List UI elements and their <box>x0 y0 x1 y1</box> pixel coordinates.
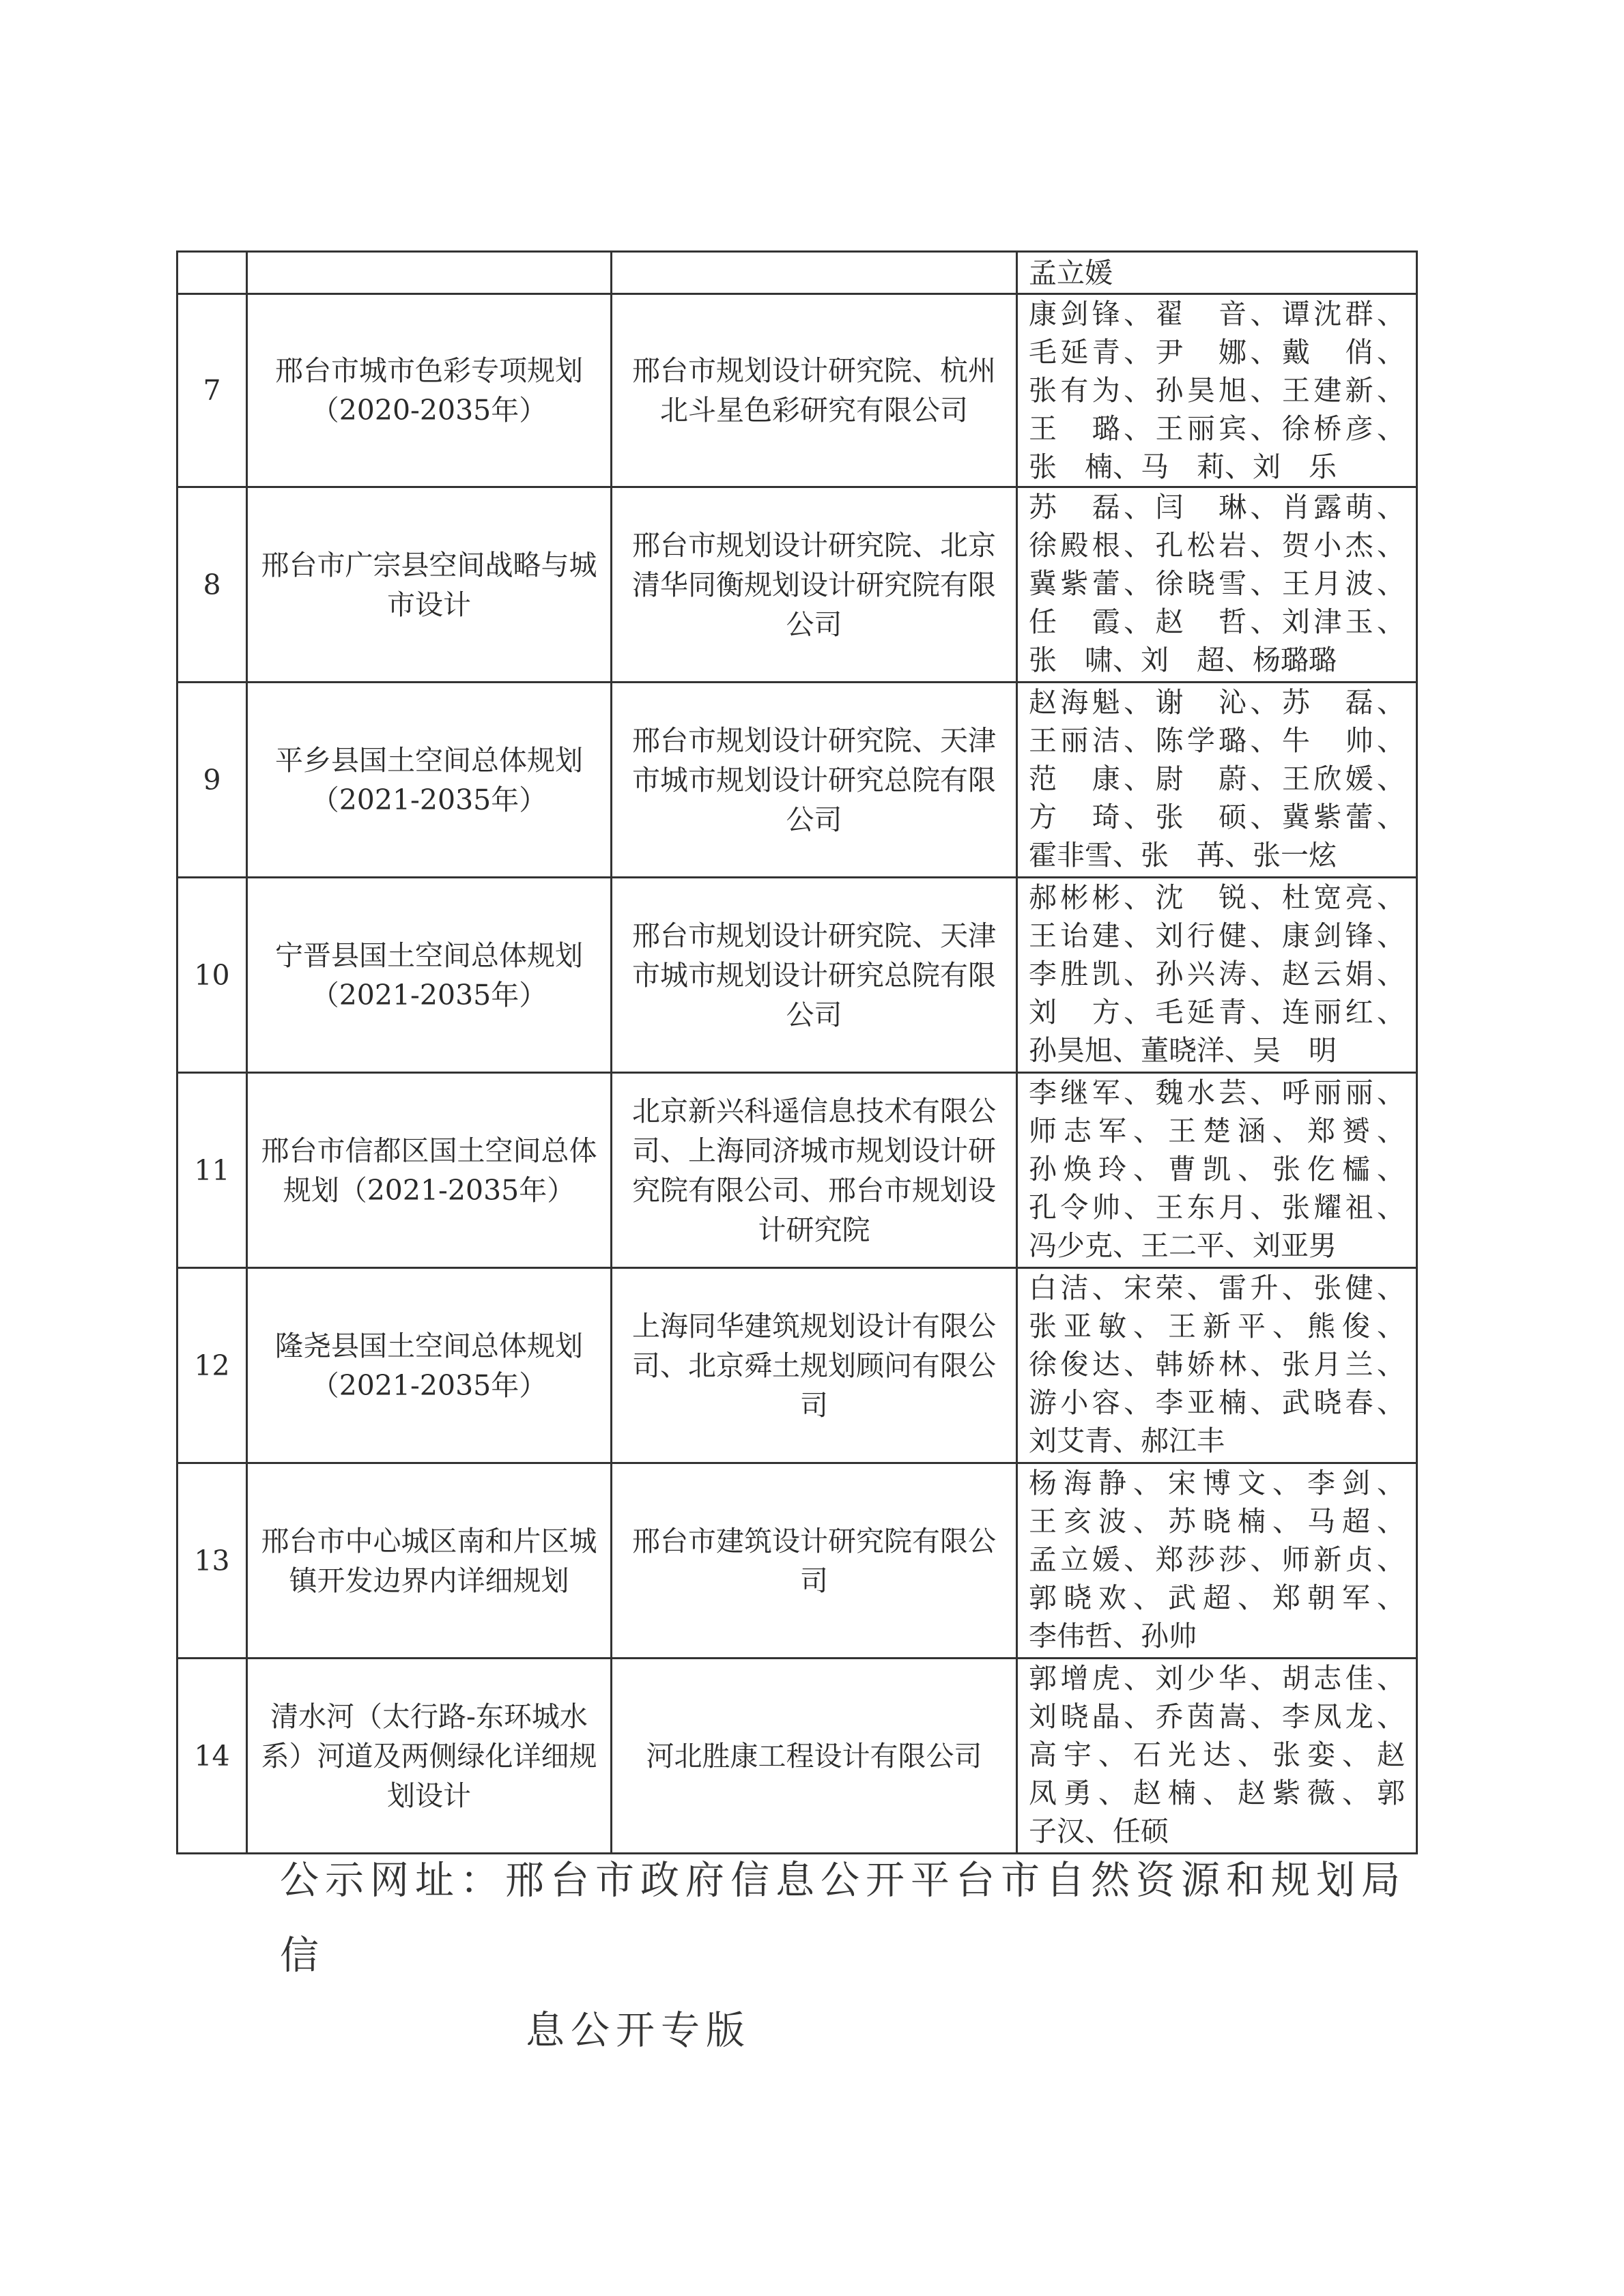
table-row <box>177 1659 1417 1854</box>
people-cell <box>1017 878 1417 1073</box>
people-line: 方 琦、张 硕、冀紫蕾、 <box>1029 801 1405 833</box>
project-cell: 邢台市城市色彩专项规划（2020-2035年） <box>247 294 612 487</box>
row-number-cell: 14 <box>177 1659 247 1854</box>
people-line: 苏 磊、闫 琳、肖露萌、 <box>1029 491 1405 523</box>
people-line: 范 康、尉 蔚、王欣媛、 <box>1029 762 1405 795</box>
people-line: 徐俊达、韩娇林、张月兰、 <box>1029 1348 1405 1381</box>
people-cell <box>1017 1463 1417 1659</box>
people-line: 师志军、王楚涵、郑赟、 <box>1029 1115 1405 1147</box>
people-line: 王 璐、王丽宾、徐桥彦、 <box>1029 412 1405 445</box>
project-cell: 邢台市中心城区南和片区城镇开发边界内详细规划 <box>247 1463 612 1659</box>
people-line: 张亚敏、王新平、熊俊、 <box>1029 1310 1405 1343</box>
people-line: 子汉、任硕 <box>1029 1815 1169 1848</box>
people-line: 冯少克、王二平、刘亚男 <box>1029 1229 1337 1262</box>
table-row <box>177 1073 1417 1268</box>
people-line: 李伟哲、孙帅 <box>1029 1620 1197 1652</box>
project-cell: 隆尧县国土空间总体规划（2021-2035年） <box>247 1268 612 1463</box>
people-line: 李继军、魏水芸、呼丽丽、 <box>1029 1076 1405 1109</box>
people-line: 郝彬彬、沈 锐、杜宽亮、 <box>1029 881 1405 914</box>
row-number-cell: 9 <box>177 683 247 878</box>
table-row <box>177 1268 1417 1463</box>
project-cell <box>247 252 612 294</box>
row-number-cell: 8 <box>177 487 247 683</box>
table-row <box>177 1463 1417 1659</box>
people-line: 杨海静、宋博文、李剑、 <box>1029 1467 1405 1499</box>
people-line: 白洁、宋荣、雷升、张健、 <box>1029 1272 1405 1304</box>
people-cell <box>1017 1268 1417 1463</box>
people-line: 郭晓欢、武超、郑朝军、 <box>1029 1581 1405 1614</box>
award-table <box>176 250 1418 1854</box>
people-line: 刘晓晶、乔茵嵩、李凤龙、 <box>1029 1700 1405 1733</box>
people-line: 霍非雪、张 苒、张一炫 <box>1029 839 1337 872</box>
row-number-cell <box>177 252 247 294</box>
people-cell <box>1017 1659 1417 1854</box>
project-cell: 宁晋县国土空间总体规划（2021-2035年） <box>247 878 612 1073</box>
people-line: 高宇、石光达、张娈、赵 <box>1029 1738 1405 1771</box>
footer-line-2: 息公开专版 <box>526 2008 751 2053</box>
organization-cell: 上海同华建筑规划设计有限公司、北京舜土规划顾问有限公司 <box>612 1268 1017 1463</box>
organization-cell: 邢台市规划设计研究院、天津市城市规划设计研究总院有限公司 <box>612 878 1017 1073</box>
project-cell: 邢台市信都区国土空间总体规划（2021-2035年） <box>247 1073 612 1268</box>
people-line: 孙昊旭、董晓洋、吴 明 <box>1029 1034 1337 1067</box>
row-number-cell: 12 <box>177 1268 247 1463</box>
people-line: 李胜凯、孙兴涛、赵云娟、 <box>1029 958 1405 990</box>
table-row <box>177 683 1417 878</box>
project-cell: 平乡县国土空间总体规划（2021-2035年） <box>247 683 612 878</box>
table-row <box>177 487 1417 683</box>
people-line: 张 楠、马 莉、刘 乐 <box>1029 450 1337 483</box>
people-line: 王诒建、刘行健、康剑锋、 <box>1029 919 1405 952</box>
table-row-carry-over <box>177 252 1417 294</box>
row-number-cell: 10 <box>177 878 247 1073</box>
people-cell <box>1017 294 1417 487</box>
people-line: 郭增虎、刘少华、胡志佳、 <box>1029 1662 1405 1695</box>
footer-line-1: 公示网址：邢台市政府信息公开平台市自然资源和规划局信 <box>280 1858 1406 1978</box>
people-line: 游小容、李亚楠、武晓春、 <box>1029 1386 1405 1419</box>
organization-cell: 邢台市建筑设计研究院有限公司 <box>612 1463 1017 1659</box>
people-line: 冀紫蕾、徐晓雪、王月波、 <box>1029 567 1405 600</box>
people-line: 毛延青、尹 娜、戴 俏、 <box>1029 336 1405 369</box>
people-line: 孙焕玲、曹凯、张仡櫺、 <box>1029 1153 1405 1186</box>
people-line: 刘艾青、郝江丰 <box>1029 1424 1225 1457</box>
people-line: 孔令帅、王东月、张耀祖、 <box>1029 1191 1405 1224</box>
organization-cell: 河北胜康工程设计有限公司 <box>612 1659 1017 1854</box>
row-number-cell: 13 <box>177 1463 247 1659</box>
people-line: 徐殿根、孔松岩、贺小杰、 <box>1029 529 1405 562</box>
organization-cell <box>612 252 1017 294</box>
people-line: 孟立媛、郑莎莎、师新贞、 <box>1029 1543 1405 1576</box>
people-cell <box>1017 1073 1417 1268</box>
organization-cell: 邢台市规划设计研究院、天津市城市规划设计研究总院有限公司 <box>612 683 1017 878</box>
row-number-cell: 7 <box>177 294 247 487</box>
people-line: 凤勇、赵楠、赵紫薇、郭 <box>1029 1777 1405 1809</box>
people-cell <box>1017 252 1417 294</box>
table-row <box>177 878 1417 1073</box>
people-line: 刘 方、毛延青、连丽红、 <box>1029 996 1405 1029</box>
people-line: 张有为、孙昊旭、王建新、 <box>1029 374 1405 407</box>
table-row <box>177 294 1417 487</box>
organization-cell: 邢台市规划设计研究院、北京清华同衡规划设计研究院有限公司 <box>612 487 1017 683</box>
people-line: 赵海魁、谢 沁、苏 磊、 <box>1029 686 1405 719</box>
project-cell: 邢台市广宗县空间战略与城市设计 <box>247 487 612 683</box>
row-number-cell: 11 <box>177 1073 247 1268</box>
people-line: 任 霞、赵 哲、刘津玉、 <box>1029 605 1405 638</box>
people-cell <box>1017 683 1417 878</box>
project-cell: 清水河（太行路-东环城水系）河道及两侧绿化详细规划设计 <box>247 1659 612 1854</box>
publication-note <box>280 1843 1413 2068</box>
people-line: 康剑锋、翟 音、谭沈群、 <box>1029 298 1405 330</box>
people-line: 王丽洁、陈学璐、牛 帅、 <box>1029 724 1405 757</box>
people-line: 孟立媛 <box>1029 256 1113 289</box>
organization-cell: 邢台市规划设计研究院、杭州北斗星色彩研究有限公司 <box>612 294 1017 487</box>
organization-cell: 北京新兴科遥信息技术有限公司、上海同济城市规划设计研究院有限公司、邢台市规划设计研究院 <box>612 1073 1017 1268</box>
people-line: 王亥波、苏晓楠、马超、 <box>1029 1505 1405 1538</box>
people-line: 张 啸、刘 超、杨璐璐 <box>1029 644 1337 676</box>
people-cell <box>1017 487 1417 683</box>
